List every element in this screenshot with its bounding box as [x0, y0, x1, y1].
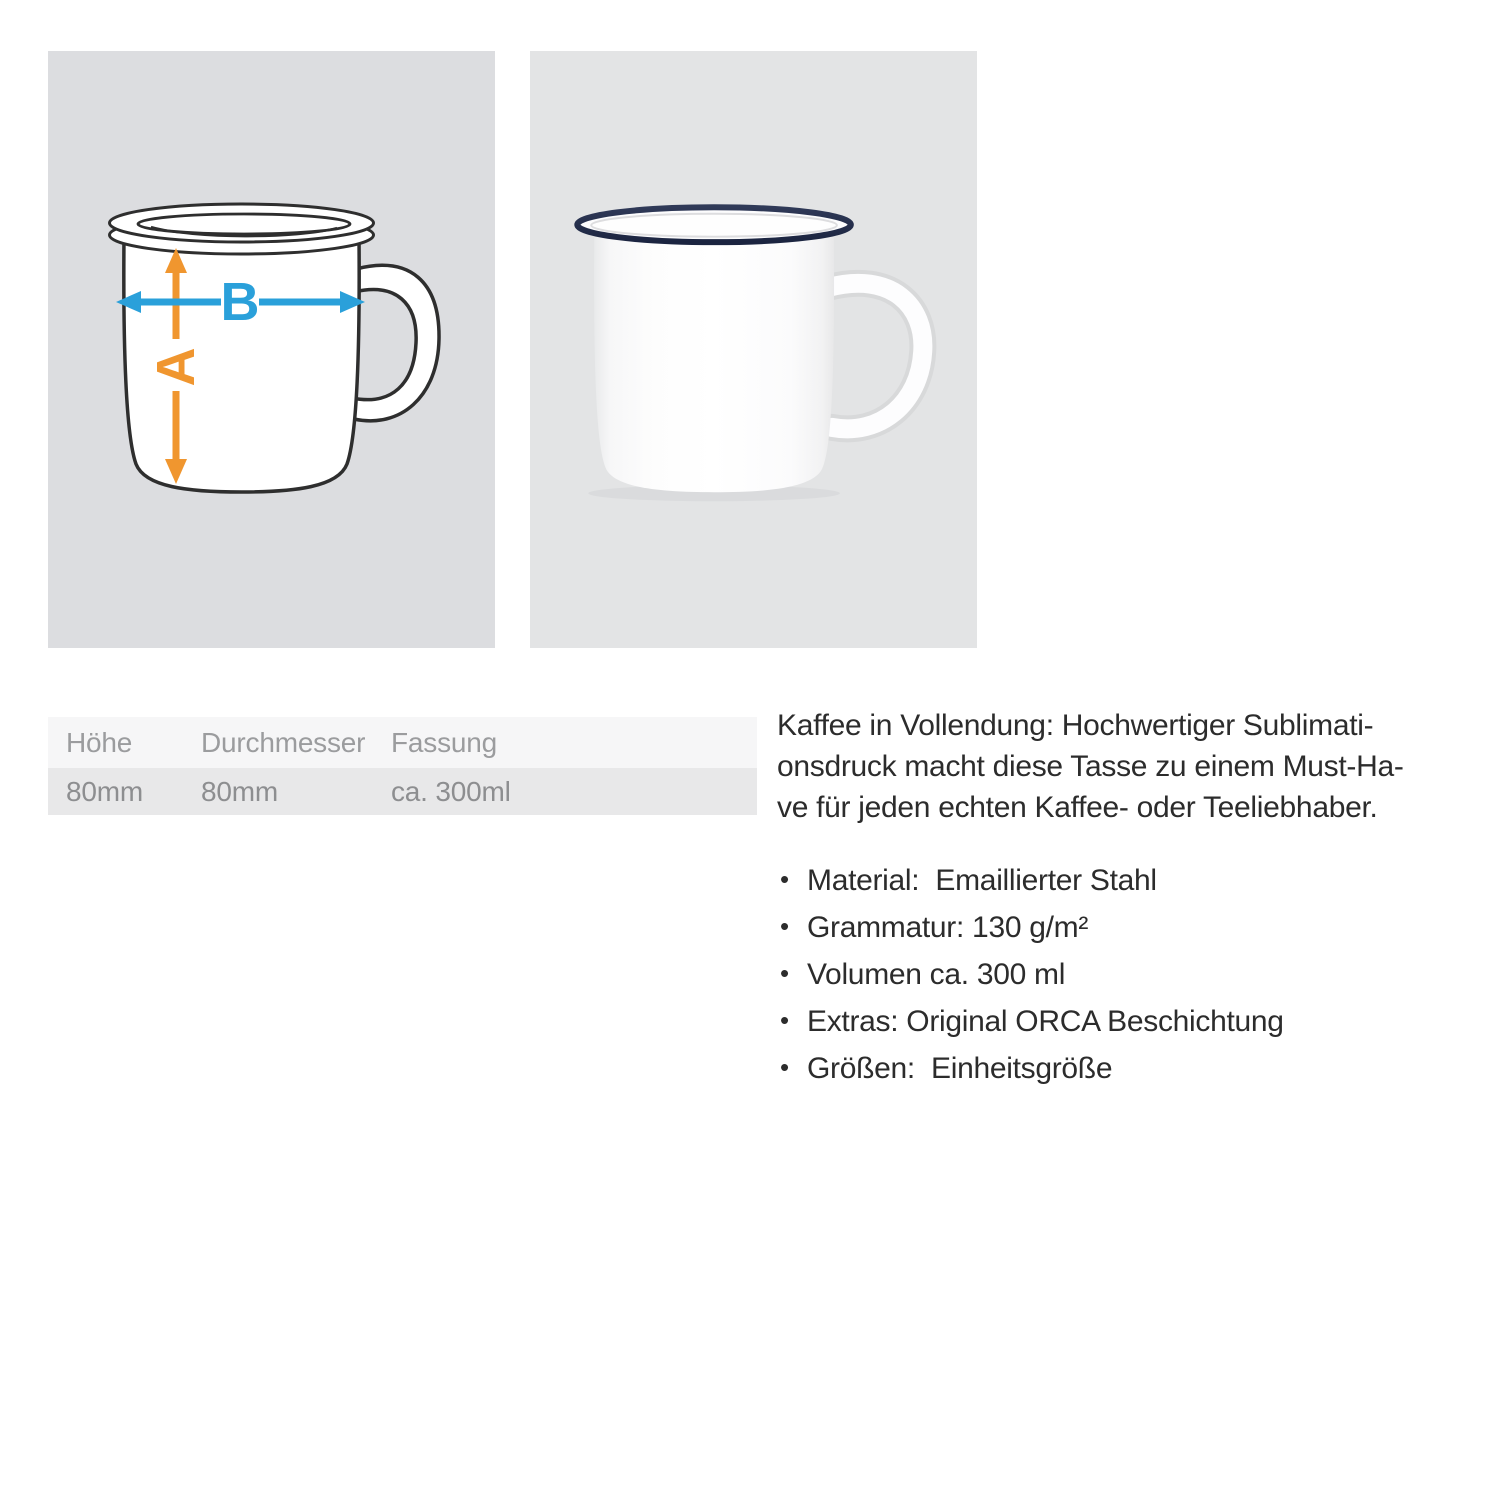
attribute-extras: Extras: Original ORCA Beschichtung	[807, 1005, 1284, 1038]
size-table-header-fassung: Fassung	[391, 726, 497, 758]
bullet-icon: •	[780, 1005, 789, 1035]
paragraph-line: ve für jeden echten Kaffee- oder Teeliebhaber.	[777, 791, 1378, 824]
dimension-label-a: A	[146, 347, 206, 387]
paragraph-line: Kaffee in Vollendung: Hochwertiger Sublimati-	[777, 709, 1374, 742]
list-item	[777, 857, 1477, 904]
attribute-volumen: Volumen ca. 300 ml	[807, 958, 1066, 991]
size-value-fassung: ca. 300ml	[391, 775, 511, 807]
bullet-icon: •	[780, 958, 789, 988]
size-value-hoehe: 80mm	[66, 775, 143, 807]
size-table-header-durchmesser: Durchmesser	[201, 726, 366, 758]
attribute-groessen: Größen: Einheitsgröße	[807, 1052, 1113, 1085]
list-item	[777, 951, 1477, 998]
product-photo-mug	[530, 51, 977, 648]
description-paragraph	[777, 705, 1477, 828]
size-table-header-hoehe: Höhe	[66, 726, 133, 758]
bullet-icon: •	[780, 1052, 789, 1082]
size-value-durchmesser: 80mm	[201, 775, 278, 807]
product-attributes-list	[777, 857, 1477, 1092]
bullet-icon: •	[780, 864, 789, 894]
photo-mug-rim	[577, 207, 851, 242]
list-item	[777, 998, 1477, 1045]
product-description	[777, 705, 1477, 1092]
attribute-grammatur: Grammatur: 130 g/m²	[807, 911, 1089, 944]
dimension-label-b: B	[220, 272, 260, 332]
size-table-header-row	[48, 717, 757, 768]
diagram-mug-graphic	[48, 51, 495, 648]
photo-mug-handle	[828, 283, 923, 429]
product-photo-panel	[530, 51, 977, 648]
paragraph-line: onsdruck macht diese Tasse zu einem Must-Ha-	[777, 750, 1404, 783]
list-item	[777, 1045, 1477, 1092]
bullet-icon: •	[780, 911, 789, 941]
size-table-row	[48, 768, 757, 815]
list-item	[777, 904, 1477, 951]
attribute-material: Material: Emaillierter Stahl	[807, 864, 1157, 897]
size-table	[48, 717, 757, 815]
photo-mug-body	[594, 233, 834, 493]
diagram-panel	[48, 51, 495, 648]
